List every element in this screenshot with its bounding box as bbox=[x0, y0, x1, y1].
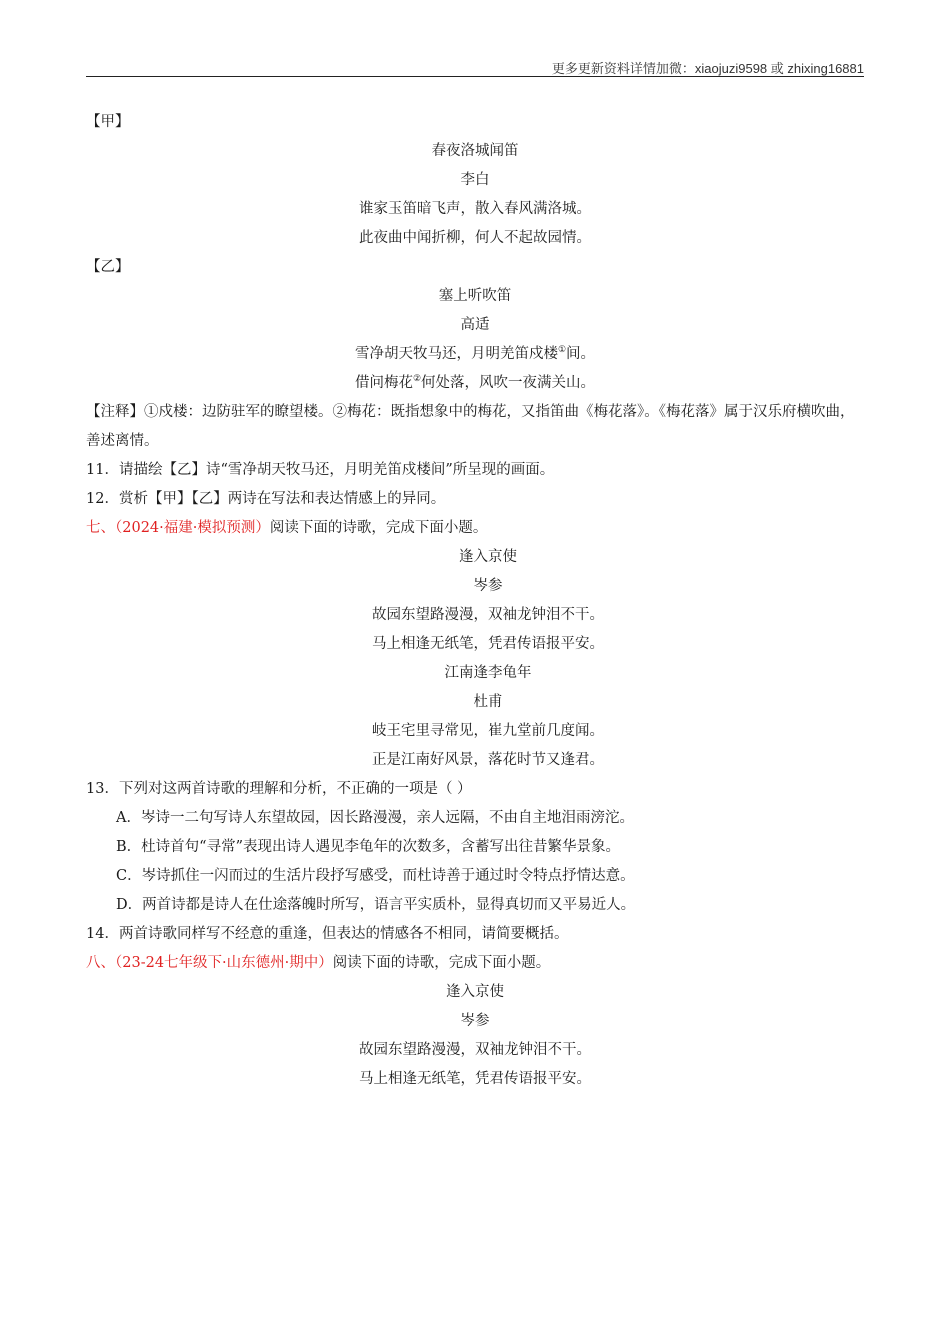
poem-line: 岐王宅里寻常见，崔九堂前几度闻。 bbox=[372, 723, 604, 739]
page-header: 更多更新资料详情加微：xiaojuzi9598 或 zhixing16881 bbox=[551, 61, 864, 76]
source-tag: （2024·福建·模拟预测） bbox=[115, 520, 270, 536]
section-instruction: 阅读下面的诗歌，完成下面小题。 bbox=[269, 520, 488, 536]
section-instruction: 阅读下面的诗歌，完成下面小题。 bbox=[332, 955, 551, 971]
poem-line: 故园东望路漫漫，双袖龙钟泪不干。 bbox=[359, 1042, 591, 1058]
poem-author: 岑参 bbox=[473, 578, 503, 594]
section-8-heading bbox=[86, 949, 864, 978]
poem-line: 正是江南好风景，落花时节又逢君。 bbox=[372, 752, 604, 768]
poem-line: 谁家玉笛暗飞声，散入春风满洛城。 bbox=[359, 201, 591, 217]
poem-author-jia: 李白 bbox=[460, 172, 490, 188]
source-tag: （23-24七年级下·山东德州·期中） bbox=[115, 955, 333, 971]
poem-line-text: 借问梅花 bbox=[354, 375, 413, 391]
poem-line: 马上相逢无纸笔，凭君传语报平安。 bbox=[372, 636, 604, 652]
poem-title: 逢入京使 bbox=[446, 984, 504, 1000]
question-12: 12．赏析【甲】【乙】两诗在写法和表达情感上的异同。 bbox=[86, 491, 446, 507]
annotation-note: 【注释】①戍楼：边防驻军的瞭望楼。②梅花：既指想象中的梅花，又指笛曲《梅花落》。《梅花落》属于汉乐府横吹曲，善述离情。 bbox=[86, 404, 855, 449]
poem-line-text: 何处落，风吹一夜满关山。 bbox=[421, 375, 596, 391]
section-label-yi: 【乙】 bbox=[86, 259, 130, 275]
header-divider bbox=[86, 76, 864, 77]
option-b: B．杜诗首句“寻常”表现出诗人遇见李龟年的次数多，含蓄写出往昔繁华景象。 bbox=[116, 839, 620, 855]
section-number: 七、 bbox=[86, 520, 115, 536]
poem-title: 江南逢李龟年 bbox=[444, 665, 532, 681]
poem-line-text: 间。 bbox=[566, 346, 596, 362]
option-a: A．岑诗一二句写诗人东望故园，因长路漫漫，亲人远隔，不由自主地泪雨滂沱。 bbox=[116, 810, 634, 826]
poem-line: 马上相逢无纸笔，凭君传语报平安。 bbox=[359, 1071, 591, 1087]
poem-author: 杜甫 bbox=[473, 694, 503, 710]
document-body bbox=[86, 108, 864, 1094]
poem-line: 此夜曲中闻折柳，何人不起故园情。 bbox=[359, 230, 591, 246]
question-13: 13．下列对这两首诗歌的理解和分析，不正确的一项是（ ） bbox=[86, 781, 472, 797]
poem-line bbox=[86, 369, 864, 398]
section-label-jia: 【甲】 bbox=[86, 114, 130, 130]
section-number: 八、 bbox=[86, 955, 115, 971]
option-c: C．岑诗抓住一闪而过的生活片段抒写感受，而杜诗善于通过时令特点抒情达意。 bbox=[116, 868, 635, 884]
footnote-marker: ① bbox=[557, 345, 567, 356]
poem-title-jia: 春夜洛城闻笛 bbox=[431, 143, 519, 159]
section-7-heading bbox=[86, 514, 864, 543]
poem-author-yi: 高适 bbox=[460, 317, 490, 333]
poem-author: 岑参 bbox=[460, 1013, 490, 1029]
poem-title-yi: 塞上听吹笛 bbox=[438, 288, 512, 304]
poem-line-text: 雪净胡天牧马还，月明羌笛戍楼 bbox=[354, 346, 558, 362]
question-11: 11．请描绘【乙】诗“雪净胡天牧马还，月明羌笛戍楼间”所呈现的画面。 bbox=[86, 462, 555, 478]
poem-line: 故园东望路漫漫，双袖龙钟泪不干。 bbox=[372, 607, 604, 623]
poem-line bbox=[86, 340, 864, 369]
question-14: 14．两首诗歌同样写不经意的重逢，但表达的情感各不相同，请简要概括。 bbox=[86, 926, 569, 942]
footnote-marker: ② bbox=[412, 374, 422, 385]
poem-title: 逢入京使 bbox=[459, 549, 517, 565]
option-d: D．两首诗都是诗人在仕途落魄时所写，语言平实质朴，显得真切而又平易近人。 bbox=[116, 897, 636, 913]
